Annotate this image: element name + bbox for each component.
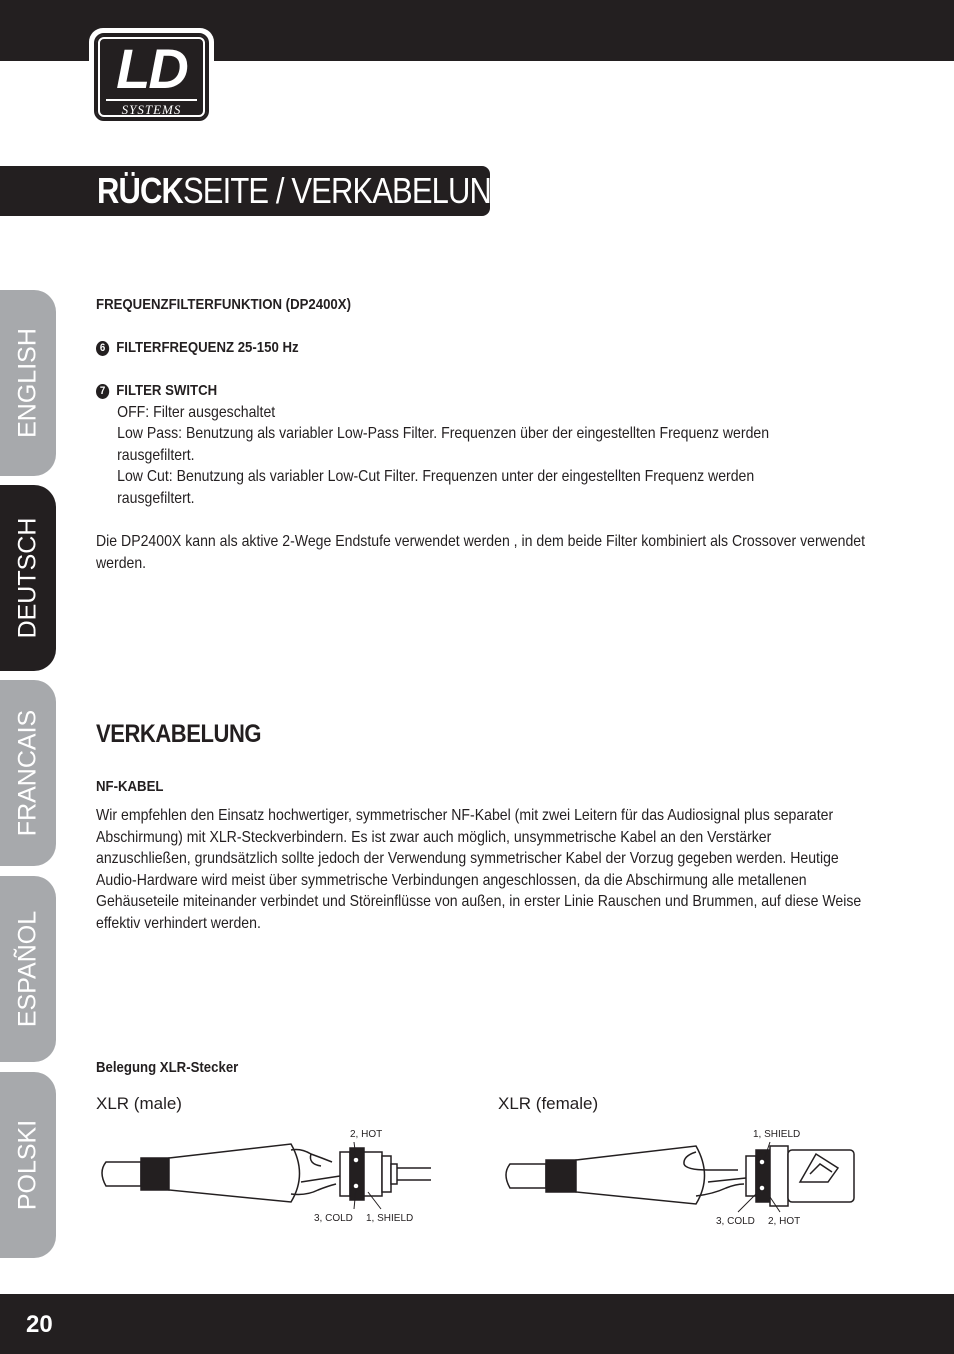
tab-francais[interactable] xyxy=(0,680,56,866)
tab-polski-label: POLSKI xyxy=(13,1119,42,1211)
item-6-title: FILTERFREQUENZ 25-150 Hz xyxy=(116,338,299,356)
logo-main-text: LD xyxy=(116,37,187,100)
xlr-male-label: XLR (male) xyxy=(96,1094,182,1113)
nf-cable-heading: NF-KABEL xyxy=(96,777,164,795)
item-6 xyxy=(96,337,866,359)
xlr-male-drawing xyxy=(102,1142,431,1209)
xlr-female-pin-top: 1, SHIELD xyxy=(753,1129,801,1140)
item-7-title: FILTER SWITCH xyxy=(116,382,218,399)
page-title-bar xyxy=(0,166,522,216)
item-7 xyxy=(96,380,866,402)
crossover-note: Die DP2400X kann als aktive 2-Wege Endstufe verwendet werden , in dem beide Filter kombiniert als Crossover verwendet werden. xyxy=(96,533,866,572)
tab-francais-label: FRANCAIS xyxy=(13,709,42,837)
xlr-female-label: XLR (female) xyxy=(498,1094,599,1113)
tab-deutsch-label: DEUTSCH xyxy=(13,517,42,639)
xlr-female-pin-bottom-left: 3, COLD xyxy=(716,1216,755,1227)
tab-english[interactable] xyxy=(0,290,56,476)
item-6-number: 6 xyxy=(96,341,109,356)
tab-deutsch[interactable] xyxy=(0,485,56,671)
ld-systems-logo xyxy=(89,28,214,126)
item-7-line-lowpass: Low Pass: Benutzung als variabler Low-Pass Filter. Frequenzen über der eingestellten Frequenz werden rausgefiltert. xyxy=(117,425,770,464)
xlr-male-pin-top: 2, HOT xyxy=(350,1129,383,1140)
xlr-female-pin-bottom-right: 2, HOT xyxy=(768,1216,801,1227)
xlr-male-pin-bottom-left: 3, COLD xyxy=(314,1213,353,1224)
xlr-male-diagram xyxy=(96,1124,441,1229)
page-title-rest: SEITE / VERKABELUNG: xyxy=(183,170,522,211)
xlr-heading-block xyxy=(96,1057,866,1079)
footer-bar xyxy=(0,1294,954,1354)
tab-english-label: ENGLISH xyxy=(13,328,42,438)
item-7-line-lowcut: Low Cut: Benutzung als variabler Low-Cut Filter. Frequenzen unter der eingestellten Frequenz werden rausgefiltert. xyxy=(117,468,755,507)
cabling-heading: VERKABELUNG xyxy=(96,720,262,748)
cabling-section xyxy=(96,720,866,934)
xlr-female-diagram xyxy=(498,1124,863,1232)
logo-sub-text: SYSTEMS xyxy=(106,99,197,118)
filter-heading: FREQUENZFILTERFUNKTION (DP2400X) xyxy=(96,296,351,313)
xlr-female-drawing xyxy=(506,1142,854,1212)
xlr-male-pin-bottom-right: 1, SHIELD xyxy=(366,1213,414,1224)
page-number: 20 xyxy=(26,1311,53,1338)
item-7-line-off: OFF: Filter ausgeschaltet xyxy=(117,403,276,421)
tab-espanol[interactable] xyxy=(0,876,56,1062)
nf-cable-paragraph: Wir empfehlen den Einsatz hochwertiger, symmetrischer NF-Kabel (mit zwei Leitern für das Audiosignal plus separater Abschirmung) mit XLR-Steckverbindern. Es ist zwar auch möglich, unsymmetrische Kabel an den Verstärker anzuschließen, grundsätzlich sollte jedoch der Verwendung symmetrischer Kabel der Vorzug gegeben werden. Heutige Audio-Hardware wird meist über symmetrische Verbindungen angeschlossen, da die Abschirmung alle metallenen Gehäuseteile miteinander verbindet und Störeinflüsse von außen, in erster Linie Rauschen und Brummen, auf diese Weise effektiv verhindert werden. xyxy=(96,807,862,932)
item-7-number: 7 xyxy=(96,384,109,399)
tab-polski[interactable] xyxy=(0,1072,56,1258)
page-title xyxy=(97,170,522,212)
page-title-bold: RÜCK xyxy=(97,170,183,211)
xlr-heading: Belegung XLR-Stecker xyxy=(96,1059,239,1076)
tab-espanol-label: ESPAÑOL xyxy=(13,910,42,1028)
logo-badge xyxy=(94,33,209,121)
filter-section xyxy=(96,294,866,574)
